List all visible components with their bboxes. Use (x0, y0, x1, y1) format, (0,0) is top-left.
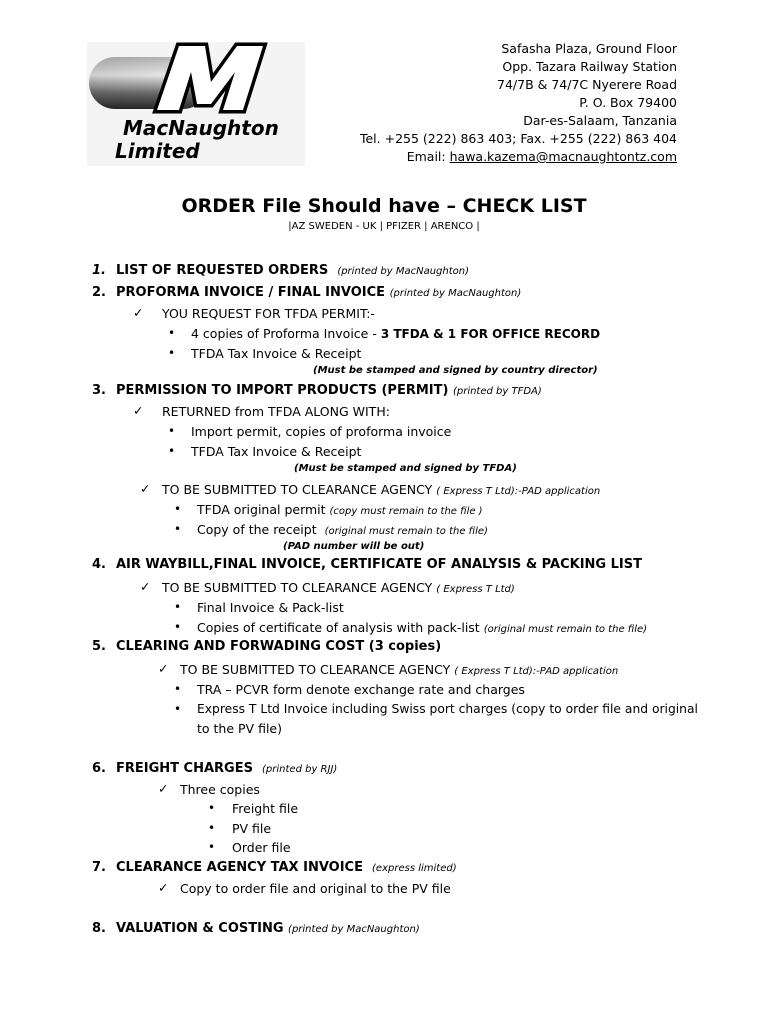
section-heading: LIST OF REQUESTED ORDERS (printed by MacNaughton) (116, 263, 469, 278)
bullet-item: Final Invoice & Pack-list (197, 600, 344, 615)
section-note: (printed by MacNaughton) (389, 288, 522, 299)
bullet-icon: • (208, 801, 216, 815)
bullet-icon: • (168, 424, 176, 438)
logo-name-line1: MacNaughton (123, 116, 279, 140)
bullet-icon: • (174, 522, 182, 536)
section-number: 2. (92, 285, 106, 300)
bullet-icon: • (208, 840, 216, 854)
section-number: 4. (92, 557, 106, 572)
section-number: 5. (92, 639, 106, 654)
bullet-icon: • (174, 502, 182, 516)
pad-note: (PAD number will be out) (283, 541, 425, 552)
bullet-item: TFDA original permit (copy must remain to the file ) (197, 502, 483, 517)
check-icon: ✓ (140, 481, 151, 496)
bullet-icon: • (208, 821, 216, 835)
logo-name-line2: Limited (115, 139, 200, 163)
bullet-icon: • (174, 600, 182, 614)
section-note: (printed by MacNaughton) (288, 924, 420, 935)
phone-fax-line: Tel. +255 (222) 863 403; Fax. +255 (222) 863 404 (359, 131, 677, 146)
bullet-icon: • (168, 326, 176, 340)
address-line: P. O. Box 79400 (579, 95, 677, 110)
bullet-item: Express T Ltd Invoice including Swiss port charges (copy to order file and original (197, 702, 698, 716)
page-subtitle: |AZ SWEDEN - UK | PFIZER | ARENCO | (288, 221, 480, 232)
company-address (360, 40, 677, 166)
section-heading: CLEARANCE AGENCY TAX INVOICE (express limited) (116, 860, 457, 875)
check-icon: ✓ (133, 403, 144, 418)
check-item: TO BE SUBMITTED TO CLEARANCE AGENCY ( Express T Ltd):-PAD application (162, 482, 601, 497)
bullet-item: 4 copies of Proforma Invoice - 3 TFDA & 1 FOR OFFICE RECORD (191, 326, 601, 341)
bullet-item: Copies of certificate of analysis with pack-list (original must remain to the file) (197, 620, 648, 635)
check-item: TO BE SUBMITTED TO CLEARANCE AGENCY ( Express T Ltd) (162, 580, 515, 595)
section-number: 1. (92, 263, 106, 278)
section-heading: PROFORMA INVOICE / FINAL INVOICE (printed by MacNaughton) (116, 285, 522, 300)
signature-note: (Must be stamped and signed by country director) (313, 365, 598, 376)
check-item: Three copies (180, 782, 260, 797)
bullet-item: PV file (232, 821, 272, 836)
section-heading: CLEARING AND FORWADING COST (3 copies) (116, 639, 442, 654)
check-icon: ✓ (158, 781, 169, 796)
bullet-item: Import permit, copies of proforma invoice (191, 424, 452, 439)
check-icon: ✓ (133, 305, 144, 320)
signature-note: (Must be stamped and signed by TFDA) (294, 463, 517, 474)
section-note: (printed by MacNaughton) (337, 266, 469, 277)
address-line: Safasha Plaza, Ground Floor (501, 41, 677, 56)
bullet-item: Copy of the receipt (original must remain to the file) (197, 522, 488, 537)
bullet-icon: • (174, 702, 182, 716)
bullet-item: Freight file (232, 801, 299, 816)
company-logo (87, 42, 305, 166)
bullet-icon: • (174, 682, 182, 696)
address-line: 74/7B & 74/7C Nyerere Road (497, 77, 677, 92)
check-item: TO BE SUBMITTED TO CLEARANCE AGENCY ( Express T Ltd):-PAD application (180, 662, 619, 677)
section-number: 8. (92, 921, 106, 936)
section-note: (printed by RJJ) (262, 764, 338, 775)
bullet-icon: • (174, 620, 182, 634)
section-heading: FREIGHT CHARGES (printed by RJJ) (116, 761, 338, 776)
address-line: Dar-es-Salaam, Tanzania (523, 113, 677, 128)
check-icon: ✓ (158, 880, 169, 895)
check-item: YOU REQUEST FOR TFDA PERMIT:- (162, 306, 375, 321)
bullet-item: TRA – PCVR form denote exchange rate and charges (197, 682, 525, 697)
section-number: 6. (92, 761, 106, 776)
email-label: Email: (406, 149, 446, 164)
bullet-icon: • (168, 346, 176, 360)
check-item: RETURNED from TFDA ALONG WITH: (162, 404, 390, 419)
check-item: Copy to order file and original to the PV file (180, 881, 451, 896)
bullet-icon: • (168, 444, 176, 458)
bullet-item: TFDA Tax Invoice & Receipt (191, 346, 362, 361)
section-note: (express limited) (372, 863, 457, 874)
section-number: 3. (92, 383, 106, 398)
section-note: (printed by TFDA) (452, 386, 542, 397)
section-heading: AIR WAYBILL,FINAL INVOICE, CERTIFICATE OF ANALYSIS & PACKING LIST (116, 557, 642, 572)
page-title: ORDER File Should have – CHECK LIST (181, 195, 587, 217)
bullet-item: Order file (232, 840, 291, 855)
section-heading: VALUATION & COSTING (printed by MacNaughton) (116, 921, 420, 936)
email-line (360, 148, 677, 166)
email-link[interactable]: hawa.kazema@macnaughtontz.com (449, 149, 677, 164)
check-icon: ✓ (140, 579, 151, 594)
section-number: 7. (92, 860, 106, 875)
bullet-item: TFDA Tax Invoice & Receipt (191, 444, 362, 459)
address-line: Opp. Tazara Railway Station (502, 59, 677, 74)
section-heading: PERMISSION TO IMPORT PRODUCTS (PERMIT) (printed by TFDA) (116, 383, 542, 398)
check-icon: ✓ (158, 661, 169, 676)
bullet-item-continuation: to the PV file) (197, 721, 282, 736)
